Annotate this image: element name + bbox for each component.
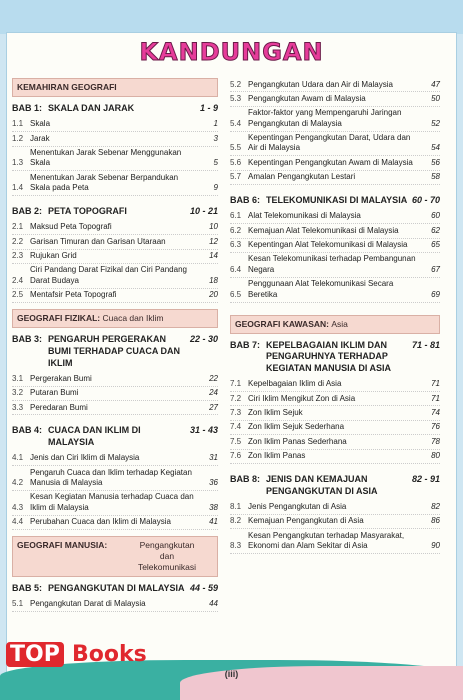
entry-number: 5.3: [230, 93, 242, 103]
toc-entry: [230, 421, 440, 435]
entry-title: Pengaruh Cuaca dan Iklim terhadap Kegiatan Manusia di Malaysia: [30, 467, 192, 488]
entry-number: 2.2: [12, 236, 24, 246]
entry-page: 60: [431, 211, 440, 221]
entry-title: Penggunaan Alat Telekomunikasi Secara Beretika: [248, 279, 394, 299]
entry-number: 1.1: [12, 119, 24, 129]
chapter-heading: [230, 474, 440, 497]
entry-title: Skala: [30, 119, 51, 129]
entry-title: Menentukan Jarak Sebenar Menggunakan Skala: [30, 148, 182, 168]
entry-title: Kepentingan Alat Telekomunikasi di Malaysia: [248, 240, 408, 250]
logo-part-top: TOP: [6, 642, 64, 667]
toc-entry: [12, 372, 218, 386]
toc-entry: [230, 132, 440, 157]
toc-entry: [12, 132, 218, 146]
entry-title: Maksud Peta Topografi: [30, 222, 112, 232]
entry-title: Mentafsir Peta Topografi: [30, 290, 117, 300]
section-sub-line: dan: [159, 551, 175, 562]
entry-number: 4.1: [12, 453, 24, 463]
toc-entry: [12, 118, 218, 132]
entry-title: Kemajuan Alat Telekomunikasi di Malaysia: [248, 225, 399, 235]
entry-page: 3: [213, 133, 218, 143]
section-sub: Asia: [331, 318, 348, 329]
entry-page: 69: [431, 289, 440, 299]
page-title: KANDUNGAN: [139, 38, 324, 66]
entry-number: 1.3: [12, 158, 24, 168]
chapter-number: BAB 8:: [230, 474, 261, 484]
entry-title: Pengangkutan Darat di Malaysia: [30, 599, 146, 609]
entry-number: 4.3: [12, 502, 24, 512]
toc-entry: [230, 253, 440, 278]
entry-title: Putaran Bumi: [30, 388, 79, 398]
entry-number: 7.5: [230, 436, 242, 446]
entry-number: 5.1: [12, 599, 24, 609]
entry-page: 10: [209, 222, 218, 232]
toc-entry: [230, 406, 440, 420]
entry-title: Zon Iklim Sejuk: [248, 407, 303, 417]
entry-title: Zon Iklim Panas Sederhana: [248, 436, 347, 446]
entry-number: 5.5: [230, 143, 242, 153]
chapter-heading: [12, 583, 218, 595]
entry-number: 1.2: [12, 133, 24, 143]
toc-entry: [12, 250, 218, 264]
entry-title: Zon Iklim Panas: [248, 451, 306, 461]
entry-page: 76: [431, 422, 440, 432]
section-main: GEOGRAFI KAWASAN:: [235, 318, 329, 329]
chapter-number: BAB 3:: [12, 334, 43, 345]
entry-number: 6.5: [230, 289, 242, 299]
chapter-page-range: 1 - 9: [199, 103, 218, 114]
toc-entry: [230, 239, 440, 253]
toc-entry: [12, 289, 218, 303]
toc-entry: [12, 387, 218, 401]
toc-entry: [230, 435, 440, 449]
entry-page: 78: [431, 436, 440, 446]
chapter-heading: [12, 206, 218, 218]
entry-page: 65: [431, 240, 440, 250]
entry-title: Menentukan Jarak Sebenar Berpandukan Skala pada Peta: [30, 172, 179, 193]
chapter-page-range: 10 - 21: [189, 206, 218, 217]
toc-entry: [12, 466, 218, 491]
entry-number: 7.2: [230, 393, 242, 403]
entry-title: Zon Iklim Sejuk Sederhana: [248, 422, 345, 432]
entry-title: Alat Telekomunikasi di Malaysia: [248, 211, 361, 221]
chapter-number: BAB 4:: [12, 425, 43, 436]
entry-page: 36: [209, 478, 218, 488]
entry-page: 14: [209, 251, 218, 261]
toc-entry: [12, 171, 218, 196]
chapter-number: BAB 7:: [230, 339, 261, 350]
left-column: [12, 78, 218, 612]
toc-entry: [230, 210, 440, 224]
entry-page: 54: [431, 143, 440, 153]
toc-entry: [230, 78, 440, 92]
entry-page: 67: [431, 264, 440, 274]
entry-title: Kesan Kegiatan Manusia terhadap Cuaca dan Iklim di Malaysia: [30, 492, 194, 512]
entry-page: 56: [431, 157, 440, 167]
entry-number: 2.1: [12, 222, 24, 232]
chapter-number: BAB 2:: [12, 206, 43, 217]
toc-entry: [12, 452, 218, 466]
toc-entry: [12, 401, 218, 415]
entry-title: Amalan Pengangkutan Lestari: [248, 172, 356, 182]
page-number: (iii): [224, 669, 239, 679]
chapter-page-range: 71 - 81: [411, 339, 440, 350]
toc-entry: [12, 147, 218, 172]
entry-title: Pengangkutan Udara dan Air di Malaysia: [248, 79, 393, 89]
entry-number: 6.2: [230, 225, 242, 235]
section-header: KEMAHIRAN GEOGRAFI: [12, 78, 218, 97]
chapter-heading: [12, 425, 218, 448]
chapter-page-range: 60 - 70: [411, 195, 440, 206]
entry-page: 74: [431, 407, 440, 417]
chapter-title: CUACA DAN IKLIM DI MALAYSIA: [48, 425, 141, 448]
toc-entry: [230, 278, 440, 303]
entry-page: 38: [209, 502, 218, 512]
entry-page: 5: [213, 158, 218, 168]
section-sub: [121, 540, 213, 573]
entry-page: 27: [209, 402, 218, 412]
entry-title: Ciri Iklim Mengikut Zon di Asia: [248, 393, 356, 403]
entry-number: 7.6: [230, 451, 242, 461]
entry-page: 12: [209, 236, 218, 246]
chapter-page-range: 22 - 30: [189, 334, 218, 345]
entry-number: 8.1: [230, 501, 242, 511]
entry-number: 6.1: [230, 211, 242, 221]
chapter-heading: [12, 334, 218, 369]
entry-number: 2.5: [12, 290, 24, 300]
entry-page: 20: [209, 290, 218, 300]
entry-title: Pergerakan Bumi: [30, 373, 92, 383]
entry-number: 8.3: [230, 541, 242, 551]
entry-page: 1: [213, 119, 218, 129]
entry-number: 3.1: [12, 373, 24, 383]
chapter-number: BAB 5:: [12, 583, 43, 594]
entry-title: Jenis Pengangkutan di Asia: [248, 501, 347, 511]
entry-page: 71: [431, 379, 440, 389]
entry-number: 4.2: [12, 478, 24, 488]
entry-number: 3.3: [12, 402, 24, 412]
entry-page: 44: [209, 599, 218, 609]
entry-title: Kemajuan Pengangkutan di Asia: [248, 516, 364, 526]
toc-entry: [12, 221, 218, 235]
entry-title: Peredaran Bumi: [30, 402, 88, 412]
entry-page: 31: [209, 453, 218, 463]
right-column: [230, 78, 440, 554]
chapter-heading: [230, 340, 440, 375]
toc-entry: [230, 515, 440, 529]
entry-page: 52: [431, 118, 440, 128]
toc-entry: [230, 156, 440, 170]
section-sub-line: Pengangkutan: [139, 540, 195, 551]
entry-number: 5.6: [230, 157, 242, 167]
entry-page: 18: [209, 275, 218, 285]
section-main: GEOGRAFI FIZIKAL:: [17, 313, 101, 324]
entry-number: 2.3: [12, 251, 24, 261]
entry-number: 7.1: [230, 379, 242, 389]
toc-entry: [230, 171, 440, 185]
entry-title: Kesan Telekomunikasi terhadap Pembangunan Negara: [248, 254, 416, 274]
chapter-title: SKALA DAN JARAK: [48, 103, 135, 114]
entry-number: 4.4: [12, 517, 24, 527]
chapter-heading: [12, 103, 218, 115]
entry-number: 1.4: [12, 183, 24, 193]
entry-title: Jarak: [30, 133, 50, 143]
entry-number: 5.7: [230, 172, 242, 182]
chapter-page-range: 44 - 59: [189, 583, 218, 594]
entry-number: 8.2: [230, 516, 242, 526]
chapter-page-range: 82 - 91: [411, 474, 440, 484]
section-sub: Cuaca dan Iklim: [102, 313, 164, 324]
entry-page: 24: [209, 388, 218, 398]
entry-title: Garisan Timuran dan Garisan Utaraan: [30, 236, 166, 246]
chapter-title: PENGARUH PERGERAKAN BUMI TERHADAP CUACA DAN IKLIM: [48, 334, 181, 368]
toc-entry: [230, 392, 440, 406]
entry-page: 50: [431, 93, 440, 103]
toc-entry: [230, 92, 440, 106]
entry-page: 82: [431, 501, 440, 511]
entry-page: 9: [213, 183, 218, 193]
entry-number: 7.3: [230, 407, 242, 417]
entry-title: Pengangkutan Awam di Malaysia: [248, 93, 366, 103]
entry-title: Perubahan Cuaca dan Iklim di Malaysia: [30, 517, 171, 527]
toc-entry: [230, 529, 440, 554]
section-header: [12, 309, 218, 328]
entry-page: 80: [431, 451, 440, 461]
section-header: [230, 315, 440, 334]
toc-entry: [230, 107, 440, 132]
logo-part-books: Books: [72, 642, 147, 667]
chapter-number: BAB 1:: [12, 103, 43, 114]
entry-number: 2.4: [12, 275, 24, 285]
chapter-page-range: 31 - 43: [189, 425, 218, 436]
entry-page: 71: [431, 393, 440, 403]
chapter-title: TELEKOMUNIKASI DI MALAYSIA: [266, 195, 408, 206]
entry-page: 47: [431, 79, 440, 89]
toc-entry: [12, 598, 218, 612]
toc-entry: [230, 500, 440, 514]
toc-entry: [230, 224, 440, 238]
chapter-title: PETA TOPOGRAFI: [48, 206, 127, 217]
chapter-title: PENGANGKUTAN DI MALAYSIA: [48, 583, 185, 594]
entry-page: 86: [431, 516, 440, 526]
entry-number: 6.3: [230, 240, 242, 250]
entry-number: 5.2: [230, 79, 242, 89]
chapter-title: JENIS DAN KEMAJUAN PENGANGKUTAN DI ASIA: [266, 474, 378, 496]
section-header: [12, 536, 218, 577]
section-main: GEOGRAFI MANUSIA:: [17, 540, 108, 551]
entry-title: Kesan Pengangkutan terhadap Masyarakat, Ekonomi dan Alam Sekitar di Asia: [248, 530, 405, 551]
entry-title: Jenis dan Ciri Iklim di Malaysia: [30, 453, 140, 463]
entry-title: Kepentingan Pengangkutan Awam di Malaysia: [248, 157, 413, 167]
chapter-number: BAB 6:: [230, 195, 261, 206]
toc-entry: [12, 235, 218, 249]
entry-number: 6.4: [230, 264, 242, 274]
section-sub-line: Telekomunikasi: [137, 562, 197, 573]
toc-entry: [230, 378, 440, 392]
toc-entry: [12, 264, 218, 289]
top-band: [0, 0, 463, 34]
topbooks-logo: [2, 640, 192, 674]
toc-entry: [12, 516, 218, 530]
toc-entry: [12, 491, 218, 516]
chapter-title: KEPELBAGAIAN IKLIM DAN PENGARUHNYA TERHADAP KEGIATAN MANUSIA DI ASIA: [266, 339, 392, 373]
entry-title: Kepelbagaian Iklim di Asia: [248, 379, 342, 389]
entry-number: 5.4: [230, 118, 242, 128]
entry-page: 41: [209, 517, 218, 527]
entry-page: 62: [431, 225, 440, 235]
entry-number: 7.4: [230, 422, 242, 432]
entry-page: 58: [431, 172, 440, 182]
entry-title: Rujukan Grid: [30, 251, 77, 261]
entry-page: 22: [209, 373, 218, 383]
entry-title: Kepentingan Pengangkutan Darat, Udara dan Air di Malaysia: [248, 133, 411, 153]
entry-title: Faktor-faktor yang Mempengaruhi Jaringan Pengangkutan di Malaysia: [248, 108, 402, 128]
entry-number: 3.2: [12, 388, 24, 398]
toc-entry: [230, 450, 440, 464]
chapter-heading: [230, 195, 440, 207]
entry-title: Ciri Pandang Darat Fizikal dan Ciri Pandang Darat Budaya: [30, 265, 187, 285]
entry-page: 90: [431, 541, 440, 551]
